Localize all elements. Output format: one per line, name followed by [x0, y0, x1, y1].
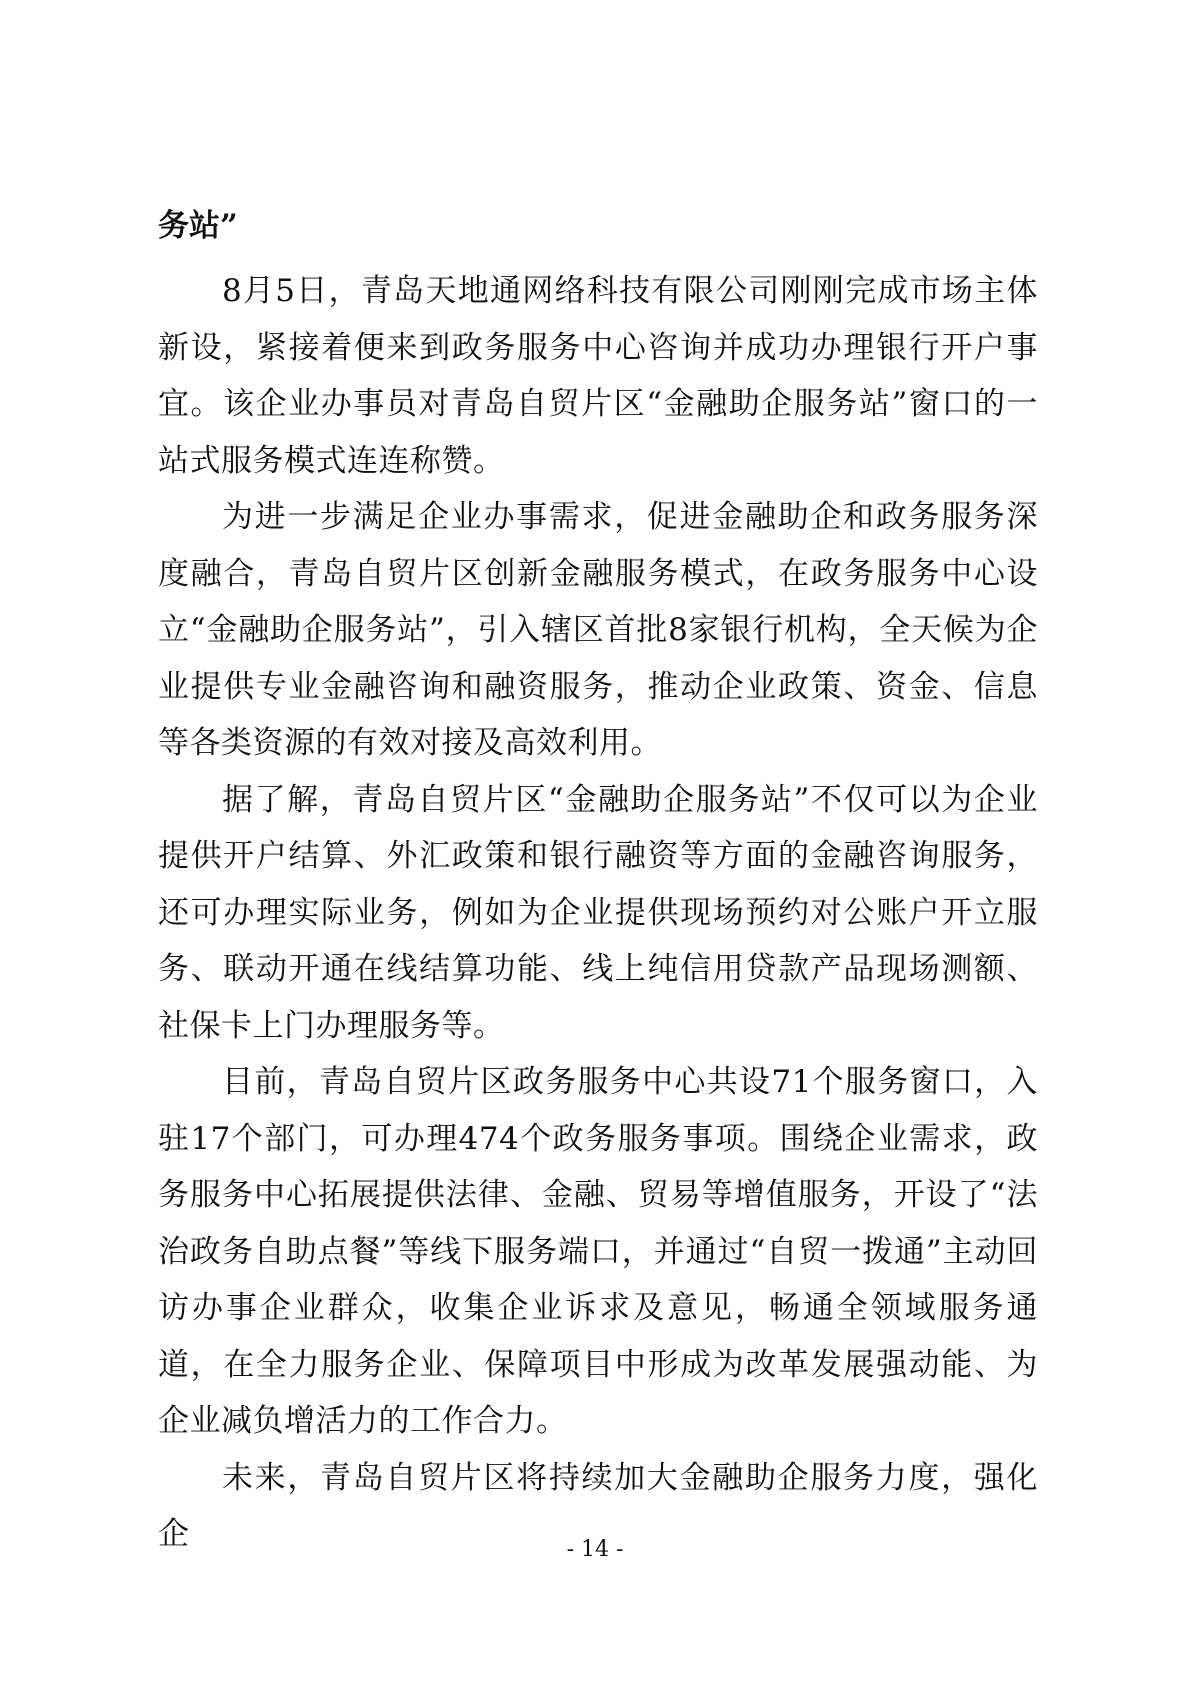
paragraph-service-station-setup: 为进一步满足企业办事需求，促进金融助企和政务服务深度融合，青岛自贸片区创新金融服务模式，在政务服务中心设立“金融助企服务站”，引入辖区首批8家银行机构，全天候为企业提供专业金融咨询和融资服务，推动企业政策、资金、信息等各类资源的有效对接及高效利用。 [158, 499, 1038, 761]
paragraph-opening-case: 8月5日，青岛天地通网络科技有限公司刚刚完成市场主体新设，紧接着便来到政务服务中心咨询并成功办理银行开户事宜。该企业办事员对青岛自贸片区“金融助企服务站”窗口的一站式服务模式连连称赞。 [158, 273, 1038, 479]
paragraph-current-status: 目前，青岛自贸片区政务服务中心共设71个服务窗口，入驻17个部门，可办理474个政务服务事项。围绕企业需求，政务服务中心拓展提供法律、金融、贸易等增值服务，开设了“法治政务自助点餐”等线下服务端口，并通过“自贸一拨通”主动回访办事企业群众，收集企业诉求及意见，畅通全领域服务通道，在全力服务企业、保障项目中形成为改革发展强动能、为企业减负增活力的工作合力。 [158, 1064, 1038, 1439]
paragraph-future-plan: 未来，青岛自贸片区将持续加大金融助企服务力度，强化企 [158, 1459, 1038, 1552]
paragraph-service-scope: 据了解，青岛自贸片区“金融助企服务站”不仅可以为企业提供开户结算、外汇政策和银行融资等方面的金融咨询服务，还可办理实际业务，例如为企业提供现场预约对公账户开立服务、联动开通在线结算功能、线上纯信用贷款产品现场测额、社保卡上门办理服务等。 [158, 781, 1038, 1044]
page-number: - 14 - [566, 1537, 624, 1562]
document-body [158, 200, 1038, 1563]
section-heading-continuation: 务站” [158, 208, 238, 244]
